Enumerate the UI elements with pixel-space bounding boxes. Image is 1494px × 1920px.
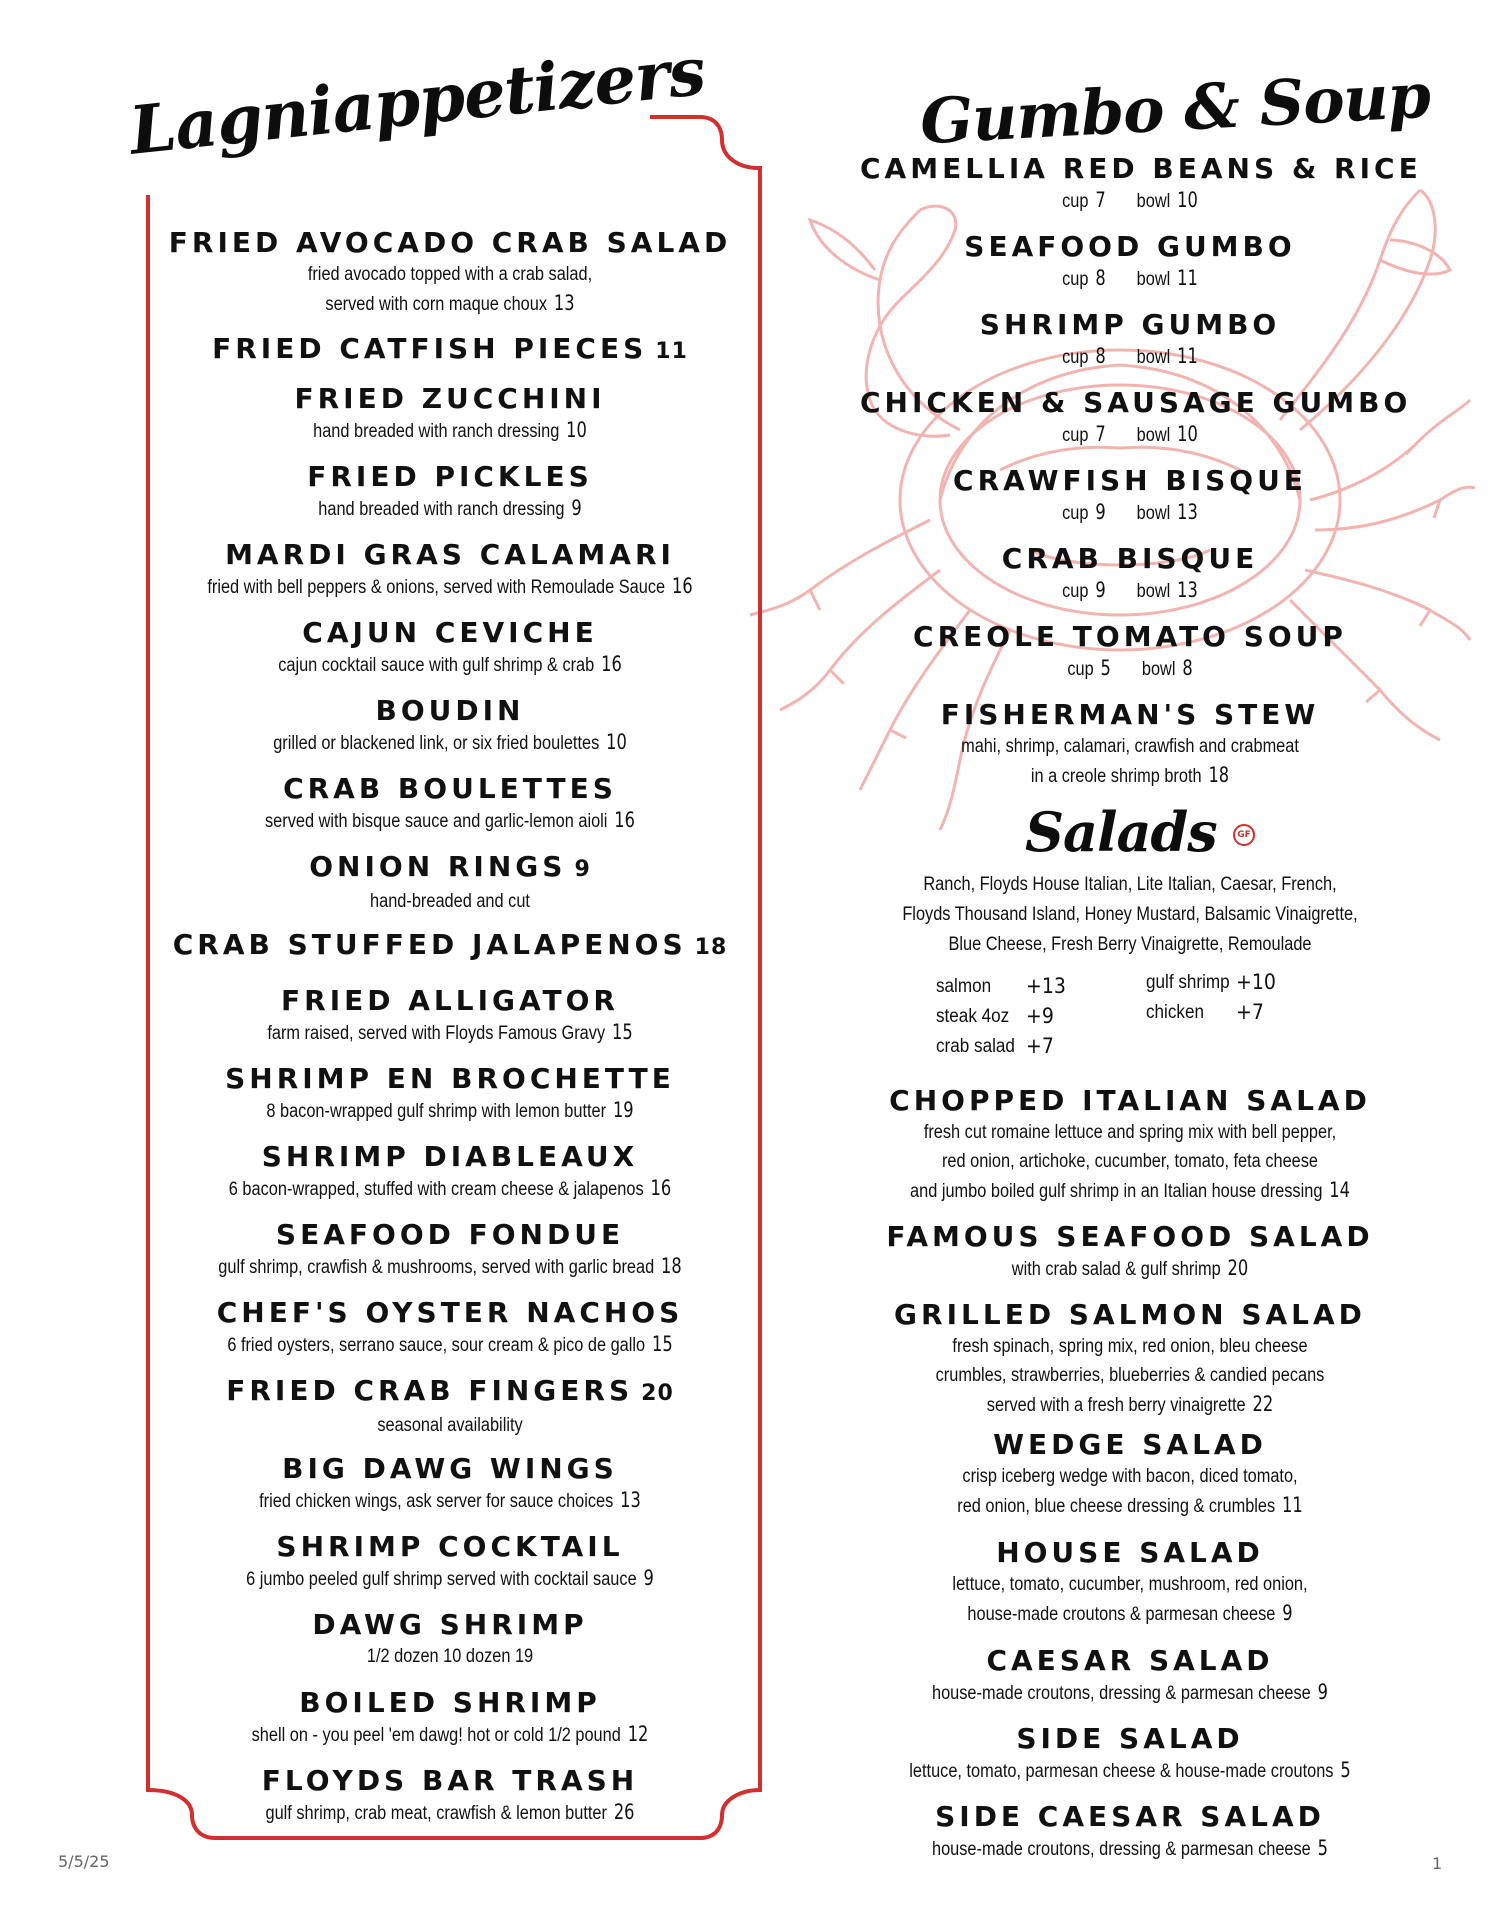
bowl-label: bowl [1136,191,1171,212]
salad-name: CHOPPED ITALIAN SALAD [889,1084,1371,1117]
appetizer-name [150,984,750,1018]
salad-description [898,1332,1362,1361]
appetizer-item [150,1764,750,1828]
appetizer-name-text: FRIED CATFISH PIECES [212,332,648,365]
gluten-free-badge: GF [1233,824,1255,846]
appetizer-name [150,616,750,650]
appetizer-name-text: SHRIMP DIABLEAUX [261,1140,639,1173]
appetizer-item [150,984,750,1048]
soup-portions [898,576,1362,606]
salad-name: WEDGE SALAD [993,1428,1267,1461]
appetizer-name-text: SEAFOOD FONDUE [275,1218,625,1251]
appetizer-price: 18 [661,1254,682,1278]
bowl-price: 10 [1177,422,1198,446]
appetizer-description-text: seasonal availability [377,1415,523,1436]
appetizer-description [192,806,708,836]
appetizer-description-text: served with bisque sauce and garlic-lemon aioli [265,811,608,832]
menu-date: 5/5/25 [58,1852,110,1871]
appetizer-description [192,572,708,602]
appetizer-description-text: gulf shrimp, crawfish & mushrooms, served with garlic bread [218,1257,655,1278]
salad-item [860,1220,1400,1284]
salad-item [860,1800,1400,1864]
appetizer-item [150,616,750,680]
bowl-label: bowl [1136,269,1171,290]
appetizer-name-text: MARDI GRAS CALAMARI [225,538,675,571]
salad-description [898,1491,1362,1521]
appetizer-name-text: CRAB BOULETTES [283,772,617,805]
soup-name: CRAWFISH BISQUE [953,464,1307,497]
appetizer-name-text: FRIED AVOCADO CRAB SALAD [168,226,732,259]
appetizer-item [150,1686,750,1750]
appetizer-name [150,694,750,728]
salad-price: 9 [1282,1601,1293,1625]
salad-price: 11 [1282,1493,1303,1517]
addon-price: +10 [1236,970,1276,994]
appetizer-name-text: BIG DAWG WINGS [282,1452,618,1485]
stew-description-text: mahi, shrimp, calamari, crawfish and crabmeat [961,736,1299,757]
soup-name: SEAFOOD GUMBO [964,230,1296,263]
appetizer-description-text: 6 jumbo peeled gulf shrimp served with cocktail sauce [246,1569,637,1590]
appetizer-name-text: FRIED CRAB FINGERS [226,1374,634,1407]
appetizer-item [150,772,750,836]
salad-description [898,1756,1362,1786]
appetizer-description-text: gulf shrimp, crab meat, crawfish & lemon butter [265,1803,607,1824]
salad-description-text: house-made croutons & parmesan cheese [967,1604,1276,1625]
bowl-price: 8 [1182,656,1193,680]
appetizer-item [150,694,750,758]
appetizer-price: 15 [651,1332,673,1356]
salad-item [860,1536,1400,1629]
appetizer-name [150,1140,750,1174]
salad-addon [936,1034,1054,1058]
cup-label: cup [1062,347,1089,368]
salad-description-text: lettuce, tomato, cucumber, mushroom, red onion, [952,1574,1308,1595]
appetizer-description-text: fried avocado topped with a crab salad, [307,264,593,285]
salad-item [860,1644,1400,1708]
salad-description [898,1390,1362,1420]
appetizer-name [150,226,750,260]
addon-label: salmon [936,976,992,997]
salad-description-text: house-made croutons, dressing & parmesan cheese [931,1683,1311,1704]
soups-title: Gumbo & Soup [918,58,1432,159]
appetizer-name [150,1296,750,1330]
cup-price: 9 [1095,578,1106,602]
bowl-price: 11 [1177,266,1198,290]
salad-description [898,1254,1362,1284]
appetizer-name [150,538,750,572]
appetizer-name [150,382,750,416]
salad-description [898,1462,1362,1491]
salad-description-text: fresh cut romaine lettuce and spring mix with bell pepper, [923,1122,1337,1143]
appetizer-description [192,1174,708,1204]
salad-addon [936,974,1066,998]
salad-name: GRILLED SALMON SALAD [894,1298,1366,1331]
appetizer-name [150,1530,750,1564]
appetizer-item [150,460,750,524]
cup-price: 7 [1095,188,1106,212]
appetizer-price: 18 [694,935,728,960]
appetizer-item [150,226,750,319]
appetizer-name [150,1686,750,1720]
appetizer-price: 19 [612,1098,634,1122]
cup-label: cup [1062,503,1089,524]
appetizer-description [192,1564,708,1594]
salad-item [860,1084,1400,1206]
appetizer-description-text: cajun cocktail sauce with gulf shrimp & crab [278,655,595,676]
page-number: 1 [1432,1854,1443,1873]
appetizer-description-text: fried chicken wings, ask server for sauce choices [259,1491,614,1512]
addon-label: chicken [1146,1002,1204,1023]
appetizer-item [150,1296,750,1360]
appetizer-item [150,850,750,916]
appetizer-name-text: SHRIMP EN BROCHETTE [225,1062,675,1095]
soup-name: CRAB BISQUE [1001,542,1259,575]
bowl-price: 13 [1177,500,1198,524]
appetizer-item [150,1452,750,1516]
appetizer-name [150,1452,750,1486]
appetizer-name [150,1218,750,1252]
appetizer-name-text: CRAB STUFFED JALAPENOS [172,928,687,961]
appetizer-description-text: 6 bacon-wrapped, stuffed with cream cheese & jalapenos [228,1179,644,1200]
appetizer-name-text: CAJUN CEVICHE [302,616,598,649]
salad-name: FAMOUS SEAFOOD SALAD [886,1220,1374,1253]
addon-price: +13 [1026,974,1066,998]
bowl-label: bowl [1136,581,1171,602]
bowl-label: bowl [1141,659,1176,680]
salad-item [860,1722,1400,1786]
salad-description-text: red onion, blue cheese dressing & crumbles [957,1496,1276,1517]
appetizer-name-text: FRIED ZUCCHINI [294,382,606,415]
appetizer-name-text: FRIED ALLIGATOR [281,984,619,1017]
appetizer-item [150,928,750,965]
soup-portions [898,264,1362,294]
appetizer-description [192,1720,708,1750]
addon-price: +9 [1026,1004,1054,1028]
cup-label: cup [1062,191,1089,212]
salad-description [898,1834,1362,1864]
appetizer-name-text: CHEF'S OYSTER NACHOS [216,1296,684,1329]
appetizer-description-text: shell on - you peel 'em dawg! hot or cold 1/2 pound [251,1725,621,1746]
bowl-label: bowl [1136,425,1171,446]
appetizer-description-text: fried with bell peppers & onions, served with Remoulade Sauce [207,577,666,598]
soup-portions [898,186,1362,216]
cup-price: 5 [1100,656,1111,680]
soup-item [860,308,1400,372]
appetizer-price: 13 [553,291,575,315]
stew-description [898,732,1362,761]
salad-name: HOUSE SALAD [996,1536,1264,1569]
salad-price: 22 [1252,1392,1274,1416]
salad-description-text: fresh spinach, spring mix, red onion, bleu cheese [952,1336,1308,1357]
bowl-label: bowl [1136,347,1171,368]
salad-price: 5 [1317,1836,1328,1860]
salad-description [898,1147,1362,1176]
soup-portions [898,342,1362,372]
salad-description [898,1176,1362,1206]
appetizer-item [150,1530,750,1594]
appetizer-name-text: FLOYDS BAR TRASH [261,1764,639,1797]
appetizer-item [150,1062,750,1126]
appetizer-description-text: farm raised, served with Floyds Famous Gravy [267,1023,606,1044]
bowl-price: 11 [1177,344,1198,368]
addon-label: steak 4oz [936,1006,1010,1027]
appetizer-price: 16 [614,808,635,832]
appetizer-description [192,1411,708,1440]
soup-item [860,620,1400,684]
appetizer-name [150,1764,750,1798]
appetizer-description [192,1096,708,1126]
salad-price: 14 [1329,1178,1350,1202]
soup-portions [898,498,1362,528]
addon-price: +7 [1236,1000,1264,1024]
appetizer-description [192,1486,708,1516]
soup-item [860,230,1400,294]
appetizer-price: 16 [601,652,622,676]
soup-item [860,152,1422,216]
appetizer-price: 26 [613,1800,635,1824]
salad-name: CAESAR SALAD [986,1644,1274,1677]
soup-name: SHRIMP GUMBO [979,308,1281,341]
salad-name: SIDE SALAD [1016,1722,1244,1755]
addon-label: crab salad [936,1036,1015,1057]
appetizer-name-text: DAWG SHRIMP [312,1608,588,1641]
stew-description [898,761,1362,791]
appetizer-price: 9 [574,857,591,882]
appetizer-description [192,728,708,758]
appetizers-title: Lagniappetizers [125,31,709,170]
salad-description-text: served with a fresh berry vinaigrette [986,1395,1246,1416]
stew-description-text: in a creole shrimp broth [1030,766,1202,787]
appetizer-description-text: served with corn maque choux [325,294,548,315]
soup-portions [898,420,1362,450]
cup-label: cup [1062,425,1089,446]
salad-description-text: red onion, artichoke, cucumber, tomato, feta cheese [941,1151,1319,1172]
salad-price: 5 [1340,1758,1351,1782]
appetizer-name-text: BOUDIN [375,694,525,727]
addon-label: gulf shrimp [1146,972,1230,993]
appetizer-price: 12 [627,1722,649,1746]
appetizer-price: 20 [641,1381,674,1406]
appetizer-price: 16 [650,1176,672,1200]
bowl-label: bowl [1136,503,1171,524]
appetizer-name-text: ONION RINGS [309,850,567,883]
salad-price: 9 [1317,1680,1328,1704]
appetizer-name [150,1374,750,1411]
appetizer-name [150,460,750,494]
appetizer-price: 11 [655,339,688,364]
appetizer-description [192,1642,708,1671]
appetizer-name-text: SHRIMP COCKTAIL [276,1530,624,1563]
appetizer-item [150,538,750,602]
salad-description-text: crisp iceberg wedge with bacon, diced tomato, [962,1466,1298,1487]
salad-description [898,1678,1362,1708]
salad-description-text: house-made croutons, dressing & parmesan cheese [931,1839,1311,1860]
appetizer-price: 16 [671,574,693,598]
appetizer-name [150,1062,750,1096]
salad-description [898,1118,1362,1147]
appetizer-description-text: 6 fried oysters, serrano sauce, sour cream & pico de gallo [227,1335,646,1356]
salad-description [898,1570,1362,1599]
bowl-price: 10 [1177,188,1198,212]
soup-name: CREOLE TOMATO SOUP [913,620,1347,653]
appetizer-price: 9 [643,1566,654,1590]
appetizer-item [150,1374,750,1440]
salad-addon [1146,970,1276,994]
stew-item [860,698,1400,791]
salads-title: Salads [1025,800,1217,864]
appetizer-name [150,332,750,369]
salad-description [898,1361,1362,1390]
salad-description [898,1599,1362,1629]
soup-name: CHICKEN & SAUSAGE GUMBO [860,386,1412,419]
salad-description-text: crumbles, strawberries, blueberries & candied pecans [935,1365,1325,1386]
appetizer-description-text: hand-breaded and cut [370,891,530,912]
appetizer-name [150,1608,750,1642]
appetizer-description-text: grilled or blackened link, or six fried boulettes [273,733,600,754]
salad-item [860,1298,1400,1420]
cup-label: cup [1062,581,1089,602]
appetizer-price: 10 [566,418,587,442]
salad-price: 20 [1227,1256,1249,1280]
salad-description-text: with crab salad & gulf shrimp [1011,1259,1221,1280]
appetizer-price: 13 [620,1488,641,1512]
dressings-line-3: Blue Cheese, Fresh Berry Vinaigrette, Remoulade [948,934,1312,955]
appetizer-description-text: hand breaded with ranch dressing [313,421,560,442]
salad-description-text: and jumbo boiled gulf shrimp in an Italian house dressing [910,1181,1323,1202]
soup-name: CAMELLIA RED BEANS & RICE [860,152,1422,185]
salad-name: SIDE CAESAR SALAD [935,1800,1325,1833]
appetizer-description [192,494,708,524]
appetizer-description [192,1018,708,1048]
soup-item [860,464,1400,528]
salad-description-text: lettuce, tomato, parmesan cheese & house-made croutons [909,1761,1334,1782]
appetizer-name [150,928,750,965]
cup-price: 7 [1095,422,1106,446]
appetizer-name [150,850,750,887]
soup-item [860,542,1400,606]
addon-price: +7 [1026,1034,1054,1058]
appetizer-name-text: FRIED PICKLES [307,460,593,493]
appetizer-description [192,887,708,916]
salad-item [860,1428,1400,1521]
stew-price: 18 [1208,763,1230,787]
appetizer-description [192,1252,708,1282]
appetizer-price: 15 [612,1020,633,1044]
appetizer-name [150,772,750,806]
appetizer-description [192,260,708,289]
appetizer-description [192,289,708,319]
cup-price: 8 [1095,266,1106,290]
appetizer-price: 10 [606,730,627,754]
appetizer-description-text: 8 bacon-wrapped gulf shrimp with lemon butter [266,1101,607,1122]
appetizer-description [192,416,708,446]
stew-name: FISHERMAN'S STEW [940,698,1320,731]
soup-portions [898,654,1362,684]
salad-addon [1146,1000,1264,1024]
appetizer-item [150,1608,750,1671]
appetizer-item [150,382,750,446]
dressings-line-1: Ranch, Floyds House Italian, Lite Italian, Caesar, French, [923,874,1337,895]
bowl-price: 13 [1177,578,1198,602]
cup-price: 8 [1095,344,1106,368]
appetizer-description [192,650,708,680]
appetizer-description-text: hand breaded with ranch dressing [318,499,565,520]
appetizer-price: 9 [571,496,582,520]
soup-item [860,386,1412,450]
dressings-line-2: Floyds Thousand Island, Honey Mustard, Balsamic Vinaigrette, [902,904,1358,925]
cup-label: cup [1062,269,1089,290]
appetizer-item [150,332,750,369]
salad-addon [936,1004,1054,1028]
cup-label: cup [1067,659,1094,680]
appetizer-description [192,1798,708,1828]
appetizer-name-text: BOILED SHRIMP [299,1686,601,1719]
appetizer-item [150,1140,750,1204]
appetizer-description-text: 1/2 dozen 10 dozen 19 [366,1646,534,1667]
appetizer-item [150,1218,750,1282]
cup-price: 9 [1095,500,1106,524]
appetizer-description [192,1330,708,1360]
